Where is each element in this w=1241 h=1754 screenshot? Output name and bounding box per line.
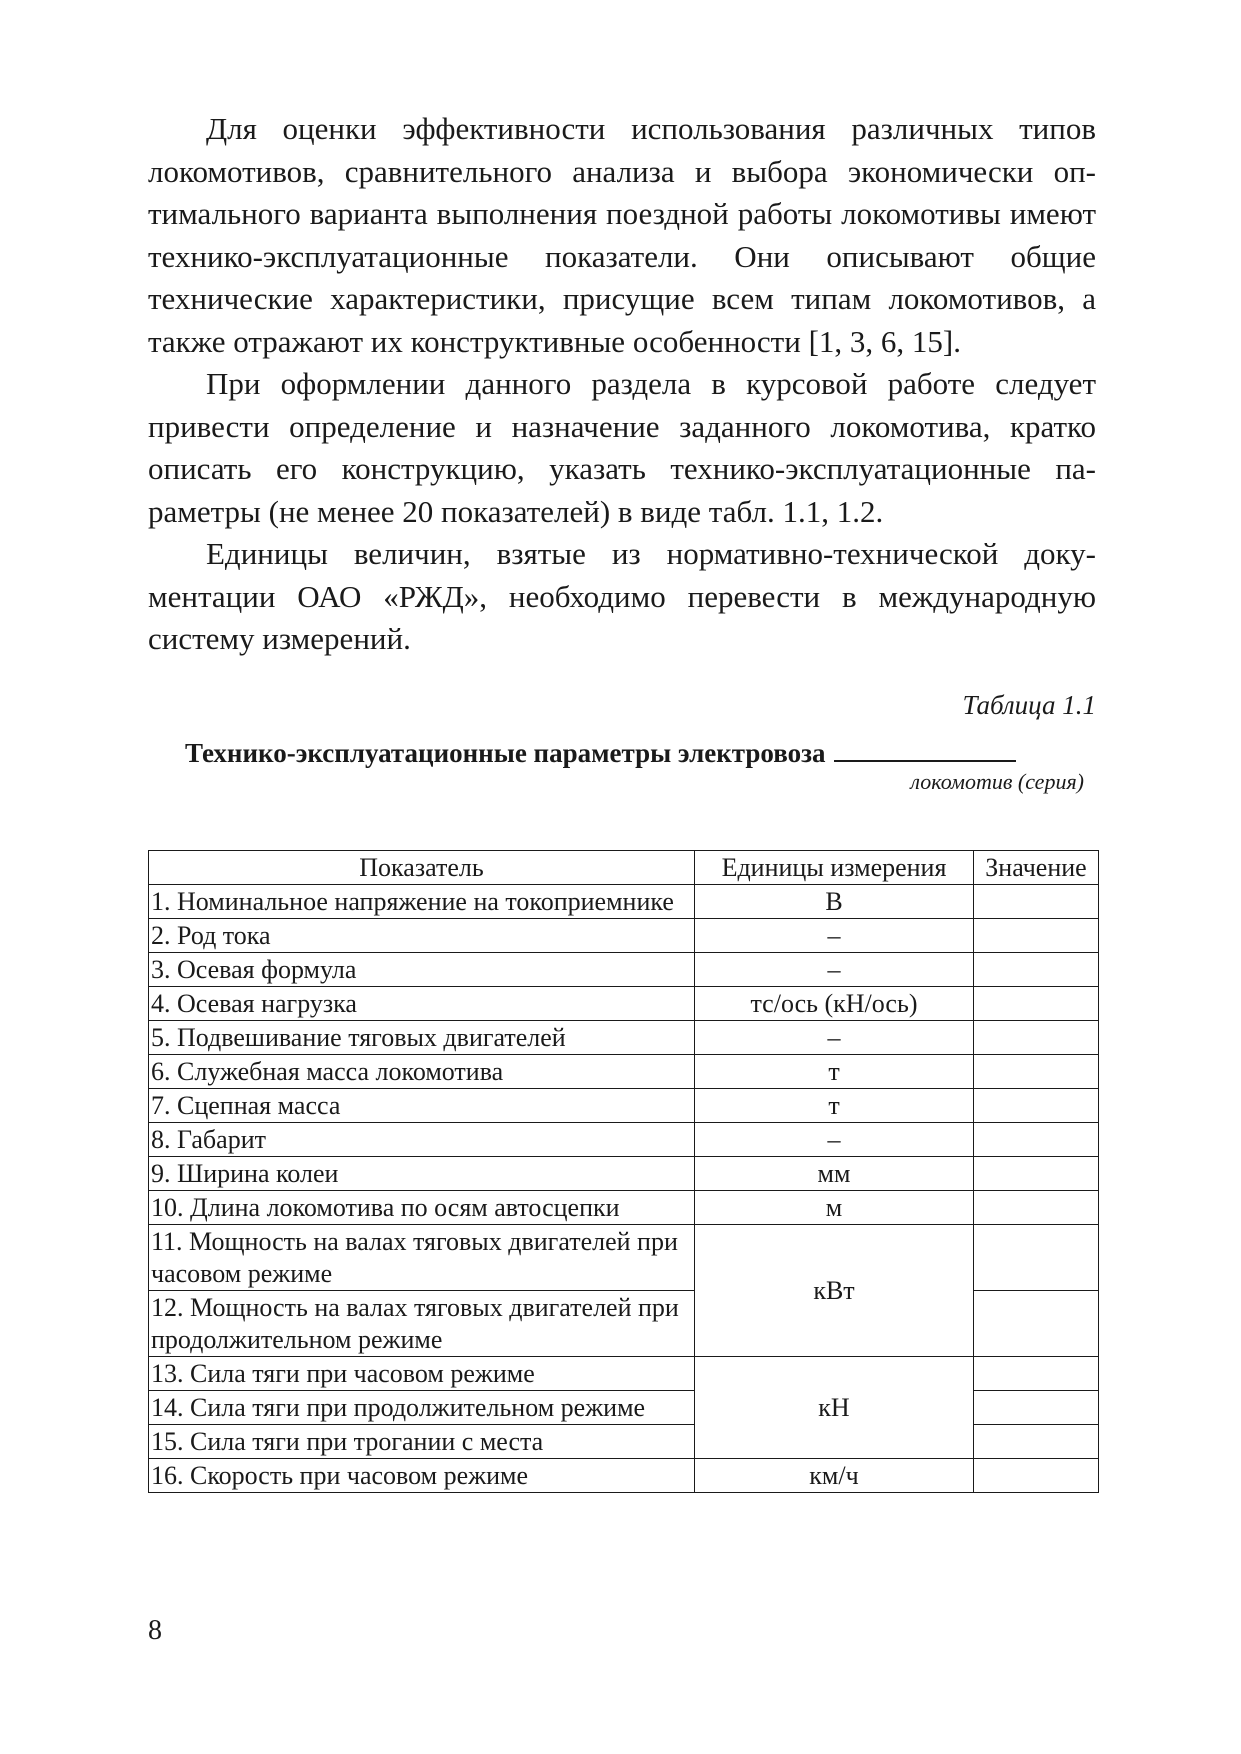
- row-unit: кВт: [695, 1225, 974, 1357]
- table-row: [149, 1357, 1099, 1391]
- row-unit: –: [695, 919, 974, 953]
- header-indicator: Показатель: [149, 851, 695, 885]
- table-title: [148, 737, 1096, 769]
- table-row: [149, 1055, 1099, 1089]
- row-name: 12. Мощность на валах тяговых двигателей при продолжительном режиме: [149, 1291, 695, 1357]
- row-value-cell: [974, 1357, 1099, 1391]
- row-value-cell: [974, 1123, 1099, 1157]
- row-name: 13. Сила тяги при часовом режиме: [149, 1357, 695, 1391]
- row-name: 5. Подвешивание тяговых двигателей: [149, 1021, 695, 1055]
- row-unit: т: [695, 1055, 974, 1089]
- row-name: 4. Осевая нагрузка: [149, 987, 695, 1021]
- row-value-cell: [974, 1055, 1099, 1089]
- row-value-cell: [974, 1089, 1099, 1123]
- table-row: [149, 885, 1099, 919]
- row-name: 11. Мощность на валах тяговых двигателей при часовом режиме: [149, 1225, 695, 1291]
- paragraph-1: Для оценки эффективности использования различных типов локомотивов, сравнительного анализа и выбора экономически оптимального варианта выполнения поездной работы локомотивы имеют технико-эксплуатационные показатели. Они описывают общие технические характеристики, присущие всем типам локомотивов, а также отражают их конструктивные особенности [1, 3, 6, 15].: [148, 111, 1096, 359]
- row-name: 7. Сцепная масса: [149, 1089, 695, 1123]
- row-unit: м: [695, 1191, 974, 1225]
- row-value-cell: [974, 1225, 1099, 1291]
- row-name: 2. Род тока: [149, 919, 695, 953]
- table-row: [149, 953, 1099, 987]
- row-value-cell: [974, 1391, 1099, 1425]
- row-name: 6. Служебная масса локомотива: [149, 1055, 695, 1089]
- table-row: [149, 1123, 1099, 1157]
- row-value-cell: [974, 1425, 1099, 1459]
- page-body: [148, 108, 1096, 795]
- row-name: 10. Длина локомотива по осям автосцепки: [149, 1191, 695, 1225]
- table-number: Таблица 1.1: [962, 689, 1096, 720]
- row-name: 9. Ширина колеи: [149, 1157, 695, 1191]
- parameters-table: [148, 850, 1099, 1493]
- paragraph-2: При оформлении данного раздела в курсовой работе следует привести определение и назначение заданного локомотива, кратко описать его конструкцию, указать технико-эксплуатационные параметры (не менее 20 показателей) в виде табл. 1.1, 1.2.: [148, 366, 1096, 529]
- row-name: 14. Сила тяги при продолжительном режиме: [149, 1391, 695, 1425]
- table-row: [149, 1021, 1099, 1055]
- row-name: 16. Скорость при часовом режиме: [149, 1459, 695, 1493]
- row-value-cell: [974, 953, 1099, 987]
- row-value-cell: [974, 885, 1099, 919]
- row-unit: мм: [695, 1157, 974, 1191]
- table-row: [149, 919, 1099, 953]
- page-number: 8: [148, 1615, 162, 1646]
- row-name: 15. Сила тяги при трогании с места: [149, 1425, 695, 1459]
- row-name: 1. Номинальное напряжение на токоприемнике: [149, 885, 695, 919]
- table-row: [149, 1191, 1099, 1225]
- table-title-text: Технико-эксплуатационные параметры электровоза: [185, 737, 826, 768]
- table-row: [149, 1459, 1099, 1493]
- table-subtitle: локомотив (серия): [910, 768, 1084, 794]
- row-unit: т: [695, 1089, 974, 1123]
- paragraph-3: Единицы величин, взятые из нормативно-технической документации ОАО «РЖД», необходимо перевести в международную систему измерений.: [148, 536, 1096, 656]
- table-row: [149, 987, 1099, 1021]
- row-value-cell: [974, 1021, 1099, 1055]
- header-units: Единицы измерения: [695, 851, 974, 885]
- row-unit: В: [695, 885, 974, 919]
- row-unit: –: [695, 1123, 974, 1157]
- row-value-cell: [974, 1291, 1099, 1357]
- row-unit: тс/ось (кН/ось): [695, 987, 974, 1021]
- row-unit: –: [695, 1021, 974, 1055]
- row-name: 3. Осевая формула: [149, 953, 695, 987]
- table-header-row: [149, 851, 1099, 885]
- fill-in-blank-line: [834, 738, 1016, 762]
- row-name: 8. Габарит: [149, 1123, 695, 1157]
- row-value-cell: [974, 987, 1099, 1021]
- table-row: [149, 1157, 1099, 1191]
- row-unit: кН: [695, 1357, 974, 1459]
- row-value-cell: [974, 1191, 1099, 1225]
- row-value-cell: [974, 1157, 1099, 1191]
- row-value-cell: [974, 919, 1099, 953]
- row-unit: км/ч: [695, 1459, 974, 1493]
- row-value-cell: [974, 1459, 1099, 1493]
- table-row: [149, 1225, 1099, 1291]
- row-unit: –: [695, 953, 974, 987]
- header-value: Значение: [974, 851, 1099, 885]
- table-row: [149, 1089, 1099, 1123]
